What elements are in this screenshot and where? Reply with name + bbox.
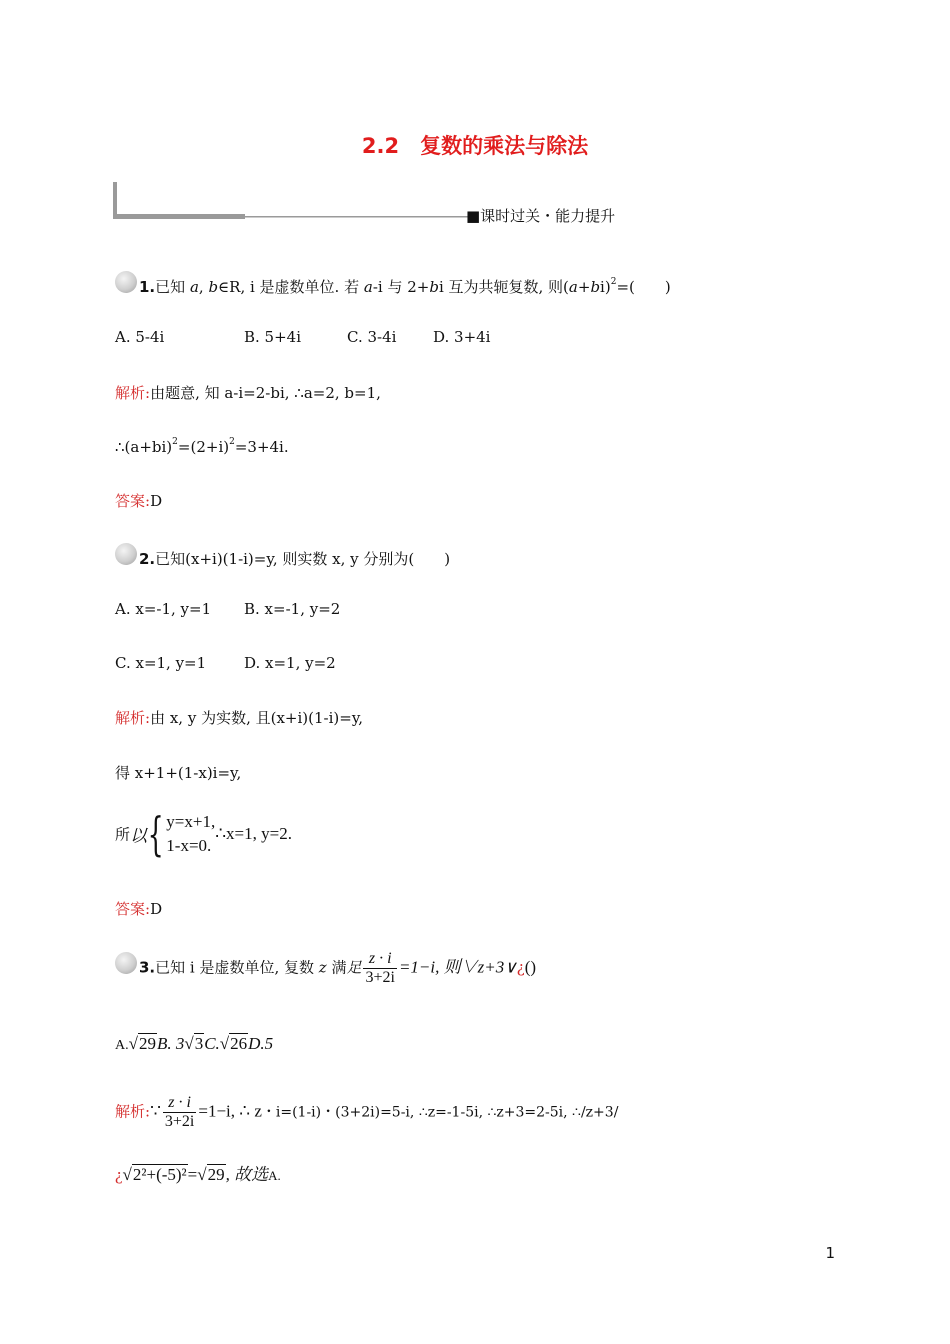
analysis-label: 解析: <box>115 384 151 402</box>
answer-2: 答案:D <box>115 900 163 918</box>
left-brace-icon: { <box>147 807 164 861</box>
analysis-1-line-2: $\therefore(a+bi)^2=(2+i)^2=3+4i$. <box>115 437 289 456</box>
question-bullet-icon <box>115 952 137 974</box>
page-number: 1 <box>825 1244 835 1262</box>
question-bullet-icon <box>115 543 137 565</box>
option-b: B. x=-1, y=2 <box>244 600 341 618</box>
answer-1: 答案:D <box>115 492 163 510</box>
option-a: A. 5-4i <box>115 328 165 346</box>
question-3-options: A.√29B. 3√3C.√26D.5 <box>115 1034 274 1053</box>
fraction: $\frac{z \cdot i}{3+2i}$ <box>164 1094 195 1130</box>
question-3: 3.已知 i 是虚数单位, 复数 z 满足 $\frac{z \cdot i}{3+2i}$ =1−i, 则∨z+3∨¿() <box>115 950 536 987</box>
question-2: 2.已知(x+i)(1-i)=y, 则实数 x, y 分别为( ) <box>115 548 450 571</box>
option-b: B. 5+4i <box>244 328 302 346</box>
option-a: A. x=-1, y=1 <box>115 600 212 618</box>
equation-system: y=x+1, 1-x=0. <box>166 812 216 855</box>
question-1: 1.已知 a, b∈R, i 是虚数单位. 若 a-i 与 2+bi 互为共轭复数, 则$(a+bi)^2=$( ) <box>115 276 671 299</box>
fraction: $\frac{z \cdot i}{3+2i}$ <box>365 950 395 986</box>
option-c: C. 3-4i <box>347 328 397 346</box>
option-d: D. 3+4i <box>433 328 491 346</box>
option-c: C. x=1, y=1 <box>115 654 207 672</box>
answer-label: 答案: <box>115 492 151 510</box>
analysis-2: 解析:由 x, y 为实数, 且(x+i)(1-i)=y, <box>115 709 364 727</box>
analysis-label: 解析: <box>115 1102 151 1121</box>
page-title: 2.2 复数的乘法与除法 <box>361 134 589 158</box>
question-number: 3. <box>139 958 156 977</box>
answer-label: 答案: <box>115 900 151 918</box>
option-d: D. x=1, y=2 <box>244 654 336 672</box>
analysis-label: 解析: <box>115 709 151 727</box>
section-header-bar <box>113 182 473 222</box>
analysis-3-line-2: ¿√2²+(-5)²=√29, 故选A. <box>115 1165 281 1184</box>
question-number: 1. <box>139 278 156 296</box>
analysis-3: 解析:∵ $\frac{z \cdot i}{3+2i}$ =1−i, ∴ z・i=(1-i)・(3+2i)=5-i, ∴z=-1-5i, ∴z+3=2-5i, ∴/z+3/ <box>115 1094 619 1130</box>
question-number: 2. <box>139 550 156 568</box>
analysis-2-line-2: 得 x+1+(1-x)i=y, <box>115 764 242 782</box>
question-bullet-icon <box>115 271 137 293</box>
analysis-1: 解析:由题意, 知 a-i=2-bi, ∴a=2, b=1, <box>115 384 381 402</box>
analysis-2-system: 所以{ y=x+1, 1-x=0. ∴x=1, y=2. <box>115 807 292 861</box>
section-header-label: ■课时过关・能力提升 <box>466 207 616 225</box>
